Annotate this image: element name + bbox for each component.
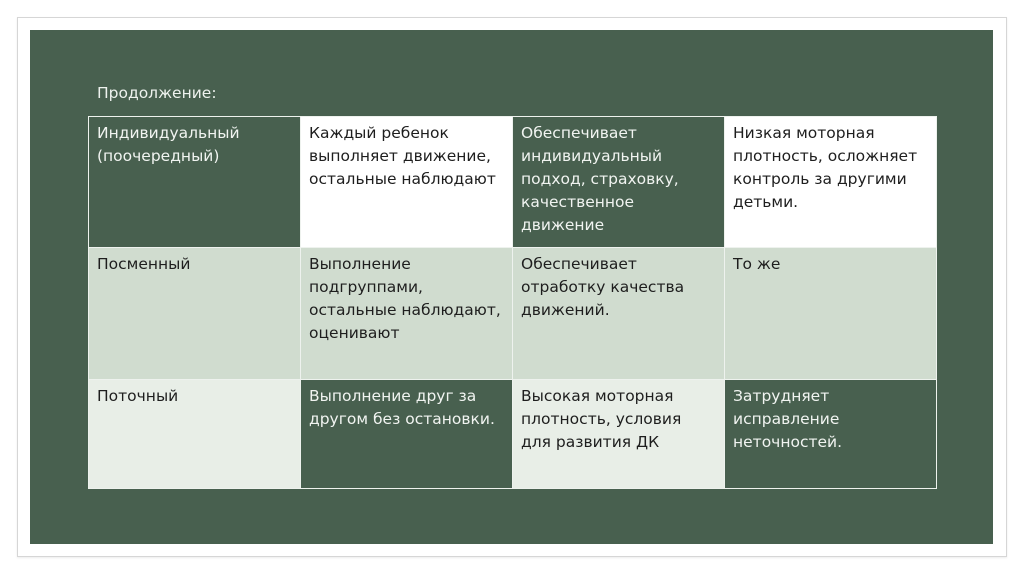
table-row bbox=[89, 117, 937, 248]
table-cell: Каждый ребенок выполняет движение, остальные наблюдают bbox=[301, 117, 513, 248]
table-row bbox=[89, 248, 937, 380]
table-cell: Затрудняет исправление неточностей. bbox=[725, 380, 937, 489]
table-cell: Посменный bbox=[89, 248, 301, 380]
table-cell: Низкая моторная плотность, осложняет контроль за другими детьми. bbox=[725, 117, 937, 248]
table-cell: Выполнение подгруппами, остальные наблюдают, оценивают bbox=[301, 248, 513, 380]
table-cell: Обеспечивает индивидуальный подход, страховку, качественное движение bbox=[513, 117, 725, 248]
table-cell: Высокая моторная плотность, условия для развития ДК bbox=[513, 380, 725, 489]
table-cell: Выполнение друг за другом без остановки. bbox=[301, 380, 513, 489]
table-cell: Поточный bbox=[89, 380, 301, 489]
table-cell: Обеспечивает отработку качества движений. bbox=[513, 248, 725, 380]
table-cell: То же bbox=[725, 248, 937, 380]
table-cell: Индивидуальный (поочередный) bbox=[89, 117, 301, 248]
methods-table bbox=[88, 116, 937, 489]
slide-title: Продолжение: bbox=[97, 84, 217, 102]
table-row bbox=[89, 380, 937, 489]
